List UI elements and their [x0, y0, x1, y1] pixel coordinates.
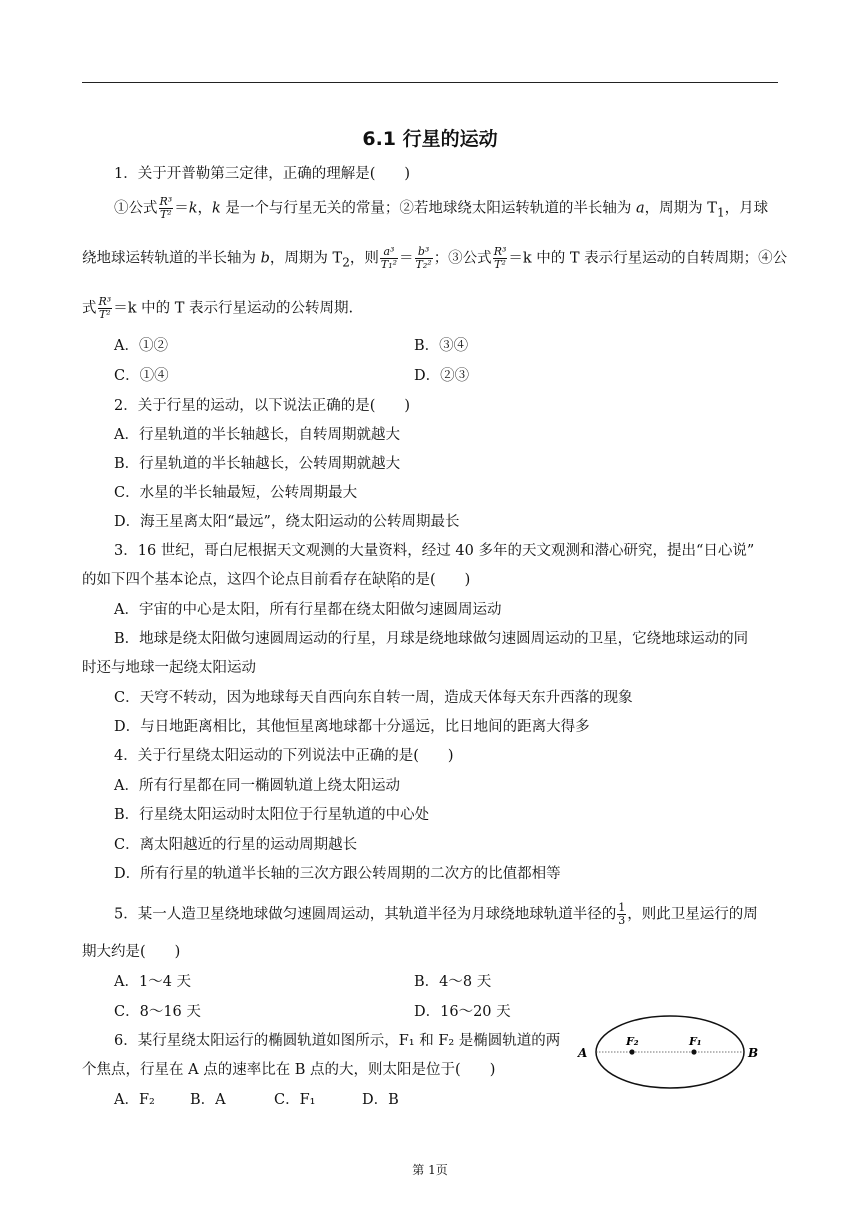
q5-line2: 期大约是( ): [82, 944, 181, 960]
q5-option-c: C．8～16 天: [114, 1004, 201, 1020]
q5-option-b: B．4～8 天: [414, 974, 492, 990]
q1-line2: 绕地球运转轨道的半长轴为 b，周期为 $T_2$，则 $\frac{\text{a³}}{\text{T₁²}}$ ＝ $\frac{\text{b³}}{\text{T₂²}}$ ；③公式 $\frac{\text{R³}}{\text{T²}}$ ＝k 中的 T 表示行星运动的自转周期；④公: [82, 245, 788, 271]
page-title: 6.1 行星的运动: [362, 128, 498, 150]
q3-option-b-line2: 时还与地球一起绕太阳运动: [82, 660, 256, 676]
q4-option-c: C．离太阳越近的行星的运动周期越长: [114, 837, 358, 853]
q3-option-a: A．宇宙的中心是太阳，所有行星都在绕太阳做匀速圆周运动: [114, 602, 502, 618]
q2-option-b: B．行星轨道的半长轴越长，公转周期就越大: [114, 456, 401, 472]
q4-option-b: B．行星绕太阳运动时太阳位于行星轨道的中心处: [114, 807, 430, 823]
q6-option-d: D．B: [362, 1092, 399, 1108]
q6-line2: 个焦点，行星在 A 点的速率比在 B 点的大，则太阳是位于( ): [82, 1062, 496, 1078]
q1-line3: 式 $\frac{\text{R³}}{\text{T²}}$ ＝k 中的 T 表示行星运动的公转周期.: [82, 295, 354, 321]
q6-option-a: A．F₂: [114, 1092, 155, 1108]
q1-option-a: A．①②: [114, 338, 168, 354]
label-f1: F₁: [689, 1035, 702, 1048]
orbit-diagram: [574, 1012, 764, 1092]
label-f2: F₂: [626, 1035, 639, 1048]
q6-option-c: C．F₁: [274, 1092, 316, 1108]
q3-line2: 的如下四个基本论点，这四个论点目前看存在缺陷的是( ): [82, 572, 471, 588]
page-footer: 第 1页: [412, 1163, 448, 1177]
q5-option-d: D．16～20 天: [414, 1004, 511, 1020]
focus-f2-dot: [629, 1049, 634, 1054]
label-a: A: [578, 1046, 588, 1060]
focus-f1-dot: [691, 1049, 696, 1054]
q3-line1: 3．16 世纪，哥白尼根据天文观测的大量资料，经过 40 多年的天文观测和潜心研究，提出“日心说”: [114, 543, 755, 559]
q2-option-a: A．行星轨道的半长轴越长，自转周期就越大: [114, 427, 400, 443]
q1-line1: ①公式 $\frac{\text{R³}}{\text{T²}}$ ＝k，k 是一个与行星无关的常量；②若地球绕太阳运转轨道的半长轴为 a，周期为 $T_1$，月球: [114, 195, 769, 221]
q1-option-b: B．③④: [414, 338, 469, 354]
q5-line1: 5．某一人造卫星绕地球做匀速圆周运动，其轨道半径为月球绕地球轨道半径的 $\frac{1}{3}$ ，则此卫星运行的周: [114, 901, 758, 927]
q3-option-b-line1: B．地球是绕太阳做匀速圆周运动的行星，月球是绕地球做匀速圆周运动的卫星，它绕地球运动的同: [114, 631, 749, 647]
q4-stem: 4．关于行星绕太阳运动的下列说法中正确的是( ): [114, 748, 454, 764]
q3-option-d: D．与日地距离相比，其他恒星离地球都十分遥远，比日地间的距离大得多: [114, 719, 590, 735]
q5-option-a: A．1～4 天: [114, 974, 192, 990]
q2-option-d: D．海王星离太阳“最远”，绕太阳运动的公转周期最长: [114, 514, 460, 530]
q1-stem: 1．关于开普勒第三定律，正确的理解是( ): [114, 166, 411, 182]
header-rule: [82, 82, 778, 83]
q4-option-d: D．所有行星的轨道半长轴的三次方跟公转周期的二次方的比值都相等: [114, 866, 561, 882]
q4-option-a: A．所有行星都在同一椭圆轨道上绕太阳运动: [114, 778, 400, 794]
q6-line1: 6．某行星绕太阳运行的椭圆轨道如图所示，F₁ 和 F₂ 是椭圆轨道的两: [114, 1033, 561, 1049]
q2-stem: 2．关于行星的运动，以下说法正确的是( ): [114, 398, 411, 414]
label-b: B: [748, 1046, 759, 1060]
q2-option-c: C．水星的半长轴最短，公转周期最大: [114, 485, 358, 501]
q1-option-c: C．①④: [114, 368, 169, 384]
q3-option-c: C．天穹不转动，因为地球每天自西向东自转一周，造成天体每天东升西落的现象: [114, 690, 633, 706]
q6-option-b: B．A: [190, 1092, 226, 1108]
q1-option-d: D．②③: [414, 368, 470, 384]
